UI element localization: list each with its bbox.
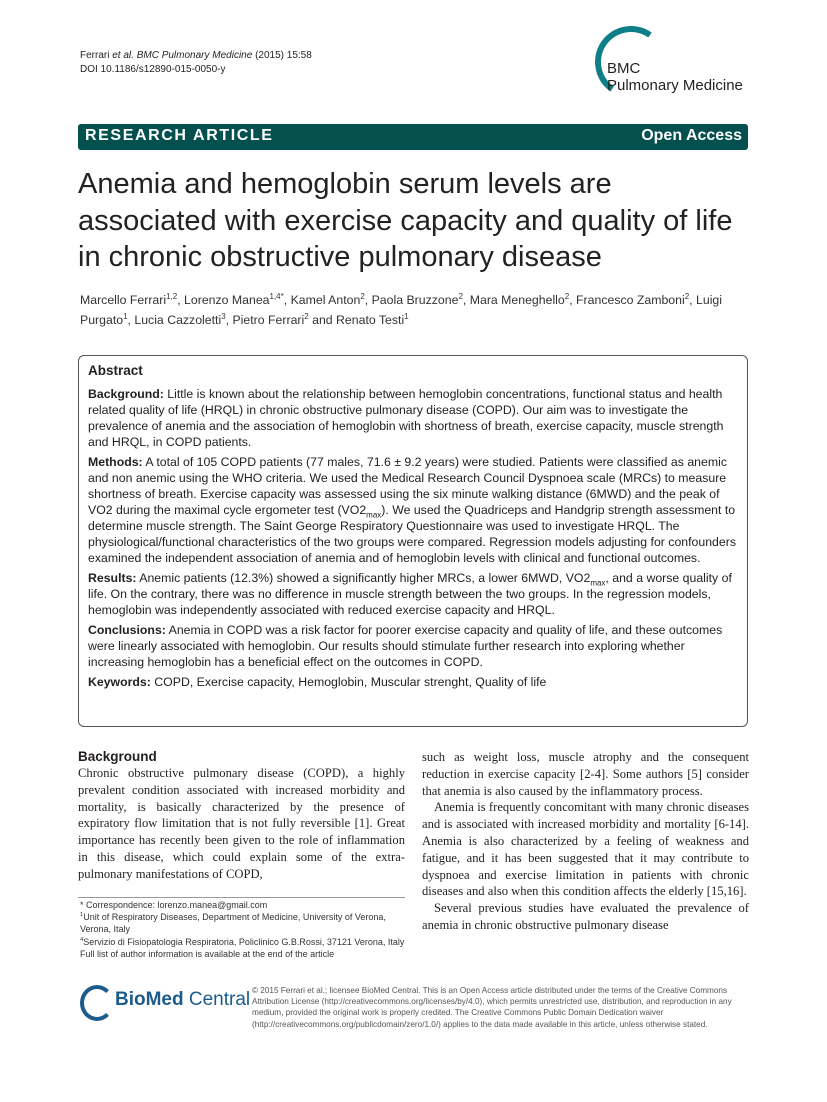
author-info-note: Full list of author information is available at the end of the article bbox=[80, 948, 335, 959]
author-name: Lorenzo Manea bbox=[184, 293, 270, 307]
abstract-section-label: Background: bbox=[88, 387, 164, 401]
affiliation-marker: 2 bbox=[458, 291, 463, 301]
author-name: Marcello Ferrari bbox=[80, 293, 167, 307]
abstract-box bbox=[78, 355, 748, 727]
abstract-section: Background: Little is known about the relationship between hemoglobin concentrations, functional status and health related quality of life (HRQL) in chronic obstructive pulmonary disease (COPD). Our aim was to investigate the prevalence of anemia and the association of hemoglobin with shortness of breath, exercise capacity, muscle strength and HRQL, in COPD patients. bbox=[88, 387, 724, 449]
body-paragraph: Anemia is frequently concomitant with many chronic diseases and is associated with increased morbidity and mortality [6-14]. Anemia is also characterized by a feeling of weakness and fatigue, and it has been suggested that it may contribute to dyspnoea and exercise limitation in patients with chronic diseases and also when this condition affects the elderly [15,16]. bbox=[422, 800, 749, 899]
publisher-logo: BioMed Central bbox=[80, 985, 240, 1020]
affiliation-marker: 2 bbox=[564, 291, 570, 301]
abstract-section-label: Keywords: bbox=[88, 675, 151, 689]
author-name: Luigi Purgato bbox=[80, 293, 722, 327]
affiliation-marker: 3 bbox=[221, 311, 226, 321]
author-name: Renato Testi bbox=[336, 313, 405, 327]
doi: DOI 10.1186/s12890-015-0050-y bbox=[80, 64, 226, 75]
author-list: Marcello Ferrari$^{1,2}$, Lorenzo Manea$^{1,4*}$, Kamel Anton$^2$, Paola Bruzzone$^2$, Mara Meneghello$^2$, Francesco Zamboni$^2$, Luigi Purgato$^1$, Lucia Cazzoletti$^3$, Pietro Ferrari$^2$ and Renato Testi$^1$ bbox=[80, 291, 722, 327]
abstract-sections bbox=[88, 386, 738, 690]
body-paragraph: such as weight loss, muscle atrophy and the consequent reduction in exercise capacity [2-4]. Some authors [5] consider that anemia is also caused by the inflammatory process. bbox=[422, 750, 749, 798]
footnote-divider bbox=[78, 897, 405, 898]
affiliation-marker: 2 bbox=[304, 311, 309, 321]
abstract-section-label: Methods: bbox=[88, 455, 143, 469]
article-title: Anemia and hemoglobin serum levels are associated with exercise capacity and quality of life in chronic obstructive pulmonary disease bbox=[78, 168, 733, 273]
author-name: Lucia Cazzoletti bbox=[134, 313, 222, 327]
author-name: Francesco Zamboni bbox=[576, 293, 685, 307]
footnotes bbox=[80, 899, 405, 960]
abstract-section: Conclusions: Anemia in COPD was a risk factor for poorer exercise capacity and quality of life, and these outcomes were linearly associated with hemoglobin. Our results should stimulate further research into exploring whether increasing hemoglobin has a beneficial effect on the outcomes in COPD. bbox=[88, 623, 723, 669]
citation: Ferrari et al. BMC Pulmonary Medicine (2015) 15:58 bbox=[80, 50, 312, 61]
biomed-ring-icon bbox=[80, 985, 114, 1021]
author-name: Paola Bruzzone bbox=[371, 293, 459, 307]
body-column-left bbox=[78, 748, 405, 883]
journal-logo: BMC Pulmonary Medicine bbox=[593, 24, 753, 104]
affiliation-marker: 1,2 bbox=[166, 291, 178, 301]
abstract-section: Methods: A total of 105 COPD patients (77 males, 71.6 ± 9.2 years) were studied. Patients were classified as anemic and non anemic using the WHO criteria. We used the Medical Research Council Dyspnoea scale (MRCs) to measure shortness of breath. Exercise capacity was assessed using the six minute walking distance (6MWD) and the peak of VO2 during the maximal cycle ergometer test $(VO2_{max})$. We used the Quadriceps and Handgrip strength assessment to determine muscle strength. The Saint George Respiratory Questionnaire was used to investigate HRQL. The physiological/functional characteristics of the two groups were compared. Regression models adjusting for confounders examined the independent association of anemia and of hemoglobin levels with clinical and functional outcomes. bbox=[88, 455, 736, 565]
running-header bbox=[80, 49, 312, 77]
abstract-section: Keywords: COPD, Exercise capacity, Hemoglobin, Muscular strenght, Quality of life bbox=[88, 675, 547, 689]
affiliation-4: $^4$Servizio di Fisiopatologia Respiratoria, Policlinico G.B.Rossi, 37121 Verona, Italy bbox=[80, 936, 405, 947]
affiliation-marker: 2 bbox=[360, 291, 365, 301]
body-column-right bbox=[422, 749, 749, 934]
article-type: RESEARCH ARTICLE bbox=[85, 127, 274, 144]
abstract-section-label: Conclusions: bbox=[88, 623, 166, 637]
open-access-label: Open Access bbox=[641, 127, 742, 144]
correspondence: * Correspondence: lorenzo.manea@gmail.com bbox=[80, 900, 268, 910]
affiliation-marker: 1 bbox=[123, 311, 128, 321]
affiliation-marker: 2 bbox=[684, 291, 690, 301]
author-name: Mara Meneghello bbox=[469, 293, 565, 307]
article-type-banner bbox=[78, 124, 748, 150]
affiliation-marker: 1,4* bbox=[269, 291, 284, 301]
license-text: © 2015 Ferrari et al.; licensee BioMed Central. This is an Open Access article distributed under the terms of the Creative Commons Attribution License (http://creativecommons.org/licenses/by/4.0), which permits unrestricted use, distribution, and reproduction in any medium, provided the original work is properly credited. The Creative Commons Public Domain Dedication waiver (http://creativecommons.org/publicdomain/zero/1.0/) applies to the data made available in this article, unless otherwise stated. bbox=[252, 986, 732, 1029]
section-heading: Background bbox=[78, 749, 157, 764]
affiliation-1: $^1$Unit of Respiratory Diseases, Department of Medicine, University of Verona, Verona, Italy bbox=[80, 912, 386, 935]
abstract-heading: Abstract bbox=[88, 363, 143, 378]
body-paragraph: Chronic obstructive pulmonary disease (COPD), a highly prevalent condition associated with increased morbidity and mortality, is basically characterized by the presence of expiratory flow limitation that is not fully reversible [1]. Great importance has recently been given to the role of inflammation in this disease, which could explain some of the extra-pulmonary manifestations of COPD, bbox=[78, 766, 405, 881]
abstract-section: Results: Anemic patients (12.3%) showed a significantly higher MRCs, a lower 6MWD, $VO2_{max}$, and a worse quality of life. On the contrary, there was no difference in muscle strength between the two groups. In the regression models, hemoglobin was independently associated with reduced exercise capacity and HRQL. bbox=[88, 571, 732, 617]
author-name: Pietro Ferrari bbox=[232, 313, 305, 327]
affiliation-marker: 1 bbox=[404, 311, 409, 321]
author-name: Kamel Anton bbox=[290, 293, 361, 307]
abstract-section-label: Results: bbox=[88, 571, 137, 585]
body-paragraph: Several previous studies have evaluated the prevalence of anemia in chronic obstructive pulmonary disease bbox=[422, 901, 749, 932]
